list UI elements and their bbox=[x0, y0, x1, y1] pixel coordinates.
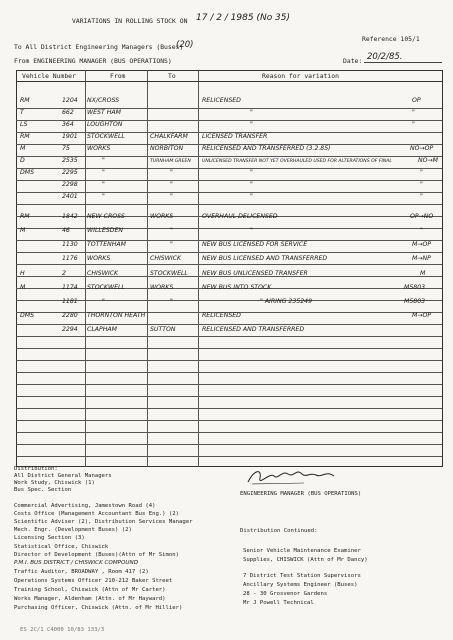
row-note: " bbox=[412, 109, 415, 116]
row-class: H bbox=[20, 270, 25, 277]
rule-line bbox=[16, 372, 442, 373]
rule-line bbox=[16, 336, 442, 337]
column-header-from: From bbox=[110, 72, 126, 80]
row-note: " bbox=[420, 193, 423, 200]
rule-line bbox=[16, 264, 442, 265]
distribution-continued-line: Supplies, CHISWICK (Attn of Mr Dancy) bbox=[243, 557, 368, 563]
signature-scribble bbox=[244, 466, 338, 488]
distribution-line: Scientific Adviser (2), Distribution Services Manager bbox=[14, 519, 193, 525]
distribution-line: Operations Systems Officer 210-212 Baker Street bbox=[14, 578, 173, 584]
row-note: M bbox=[420, 270, 426, 277]
rule-line bbox=[16, 324, 442, 325]
distribution-continued-line: Ancillary Systems Engineer (Buses) bbox=[243, 582, 358, 588]
row-reason: RELICENSED AND TRANSFERRED bbox=[202, 326, 305, 333]
row-to: CHISWICK bbox=[150, 255, 182, 262]
date-label: Date: bbox=[343, 57, 363, 65]
row-to: " bbox=[170, 181, 173, 188]
row-from: THORNTON HEATH bbox=[87, 312, 146, 319]
row-from: WEST HAM bbox=[87, 109, 121, 116]
row-from: " bbox=[102, 181, 105, 188]
row-reason: " bbox=[250, 227, 253, 234]
row-vehicle-number: 2280 bbox=[62, 312, 78, 319]
row-class: LS bbox=[20, 121, 28, 128]
date-value: 20/2/85. bbox=[367, 52, 403, 62]
rule-line bbox=[16, 408, 442, 409]
row-note: NO→OP bbox=[410, 145, 434, 152]
column-header-vehicle: Vehicle Number bbox=[22, 72, 76, 80]
row-vehicle-number: 1174 bbox=[62, 284, 78, 291]
rule-line bbox=[16, 108, 442, 109]
rule-line bbox=[16, 228, 442, 229]
row-vehicle-number: 2295 bbox=[62, 169, 78, 176]
distribution-line: Works Manager, Aldenham (Attn. of Mr Hayward) bbox=[14, 596, 166, 602]
row-reason: NEW BUS LICENSED FOR SERVICE bbox=[202, 241, 308, 248]
row-note: M5803 bbox=[404, 284, 426, 291]
row-vehicle-number: 662 bbox=[62, 109, 74, 116]
row-vehicle-number: 364 bbox=[62, 121, 74, 128]
row-class: M bbox=[20, 284, 26, 291]
row-from: WORKS bbox=[87, 255, 111, 262]
row-note: " bbox=[420, 169, 423, 176]
row-class: M bbox=[20, 227, 26, 234]
rule-line bbox=[16, 444, 442, 445]
row-from: CHISWICK bbox=[87, 270, 119, 277]
row-reason: LICENSED TRANSFER bbox=[202, 133, 268, 140]
row-note: OP bbox=[412, 97, 421, 104]
row-note: NO→M bbox=[418, 157, 439, 164]
row-to: STOCKWELL bbox=[150, 270, 188, 277]
row-note: " bbox=[420, 181, 423, 188]
row-reason: RELICENSED bbox=[202, 97, 241, 104]
row-note: " bbox=[420, 227, 423, 234]
row-to: WORKS bbox=[150, 213, 174, 220]
row-reason: " bbox=[250, 121, 253, 128]
distribution-line: Licensing Section (3) bbox=[14, 535, 85, 541]
row-class: T bbox=[20, 109, 24, 116]
row-reason: NEW BUS UNLICENSED TRANSFER bbox=[202, 270, 308, 277]
distribution-line: Bus Spec. Section bbox=[14, 487, 72, 493]
row-reason: " bbox=[250, 169, 253, 176]
row-note: M→OP bbox=[412, 241, 432, 248]
row-note: M5803 bbox=[404, 298, 426, 305]
row-reason: NEW BUS INTO STOCK bbox=[202, 284, 272, 291]
form-code: ES 2C/1 C4000 10/83 133/3 bbox=[20, 627, 105, 633]
rule-line bbox=[16, 192, 442, 193]
row-vehicle-number: 1204 bbox=[62, 97, 78, 104]
row-note: " bbox=[412, 121, 415, 128]
row-from: NX/CROSS bbox=[87, 97, 120, 104]
row-to: " bbox=[170, 169, 173, 176]
row-from: STOCKWELL bbox=[87, 133, 125, 140]
row-vehicle-number: 1176 bbox=[62, 255, 78, 262]
row-vehicle-number: 1181 bbox=[62, 298, 78, 305]
signatory-title: ENGINEERING MANAGER (BUS OPERATIONS) bbox=[240, 491, 362, 497]
form-date-handwritten: 17 / 2 / 1985 (No 35) bbox=[196, 13, 291, 23]
rule-line bbox=[16, 348, 442, 349]
addressee-count: (20) bbox=[176, 40, 194, 50]
distribution-continued-line: Mr J Powell Technical bbox=[243, 600, 314, 606]
distribution-line-handwritten: P.M.I. BUS DISTRICT / CHISWICK COMPOUND bbox=[14, 560, 139, 566]
distribution-line: Traffic Auditor, BROADWAY , Room 417 (2) bbox=[14, 569, 149, 575]
rule-line bbox=[16, 300, 442, 301]
header-rule bbox=[16, 81, 442, 82]
distribution-continued-heading: Distribution Continued: bbox=[240, 528, 318, 534]
rule-line bbox=[16, 396, 442, 397]
distribution-line: Costs Office (Management Accountant Bus Eng.) (2) bbox=[14, 511, 180, 517]
distribution-line: Commercial Advertising, Jamestown Road (4) bbox=[14, 503, 156, 509]
row-from: WORKS bbox=[87, 145, 111, 152]
row-from: " bbox=[102, 157, 105, 164]
row-reason: " bbox=[250, 109, 253, 116]
row-to: SUTTON bbox=[150, 326, 176, 333]
row-from: STOCKWELL bbox=[87, 284, 125, 291]
row-to: " bbox=[170, 298, 173, 305]
row-from: " bbox=[102, 193, 105, 200]
row-class: RM bbox=[20, 97, 30, 104]
row-note: M→OP bbox=[412, 312, 432, 319]
row-vehicle-number: 1842 bbox=[62, 213, 78, 220]
distribution-line: Work Study, Chiswick (1) bbox=[14, 480, 95, 486]
distribution-line: Purchasing Officer, Chiswick (Attn. of Mr Hillier) bbox=[14, 605, 183, 611]
row-vehicle-number: 1901 bbox=[62, 133, 78, 140]
row-vehicle-number: 1130 bbox=[62, 241, 78, 248]
distribution-continued-line: Senior Vehicle Maintenance Examiner bbox=[243, 548, 361, 554]
row-vehicle-number: 46 bbox=[62, 227, 70, 234]
rule-line bbox=[16, 384, 442, 385]
row-to: TURNHAM GREEN bbox=[150, 159, 191, 164]
distribution-line: Mech. Engr. (Development Buses) (2) bbox=[14, 527, 132, 533]
rule-line bbox=[16, 168, 442, 169]
column-header-to: To bbox=[168, 72, 176, 80]
row-from: CLAPHAM bbox=[87, 326, 117, 333]
rule-line bbox=[16, 360, 442, 361]
row-reason: " bbox=[250, 181, 253, 188]
date-underline bbox=[364, 62, 442, 63]
row-vehicle-number: 75 bbox=[62, 145, 70, 152]
reference-number: Reference 105/1 bbox=[362, 35, 420, 43]
row-from: NEW CROSS bbox=[87, 213, 125, 220]
row-reason: " AIRING 235249 bbox=[260, 298, 313, 305]
row-vehicle-number: 2401 bbox=[62, 193, 78, 200]
row-vehicle-number: 2298 bbox=[62, 181, 78, 188]
row-class: DMS bbox=[20, 312, 35, 319]
row-to: NORBITON bbox=[150, 145, 184, 152]
rule-line bbox=[16, 180, 442, 181]
row-class: RM bbox=[20, 213, 30, 220]
rule-line bbox=[16, 120, 442, 121]
distribution-line: Director of Development (Buses)(Attn of Mr Simon) bbox=[14, 552, 180, 558]
addressee-line: To All District Engineering Managers (Buses) bbox=[14, 43, 184, 51]
row-class: RM bbox=[20, 133, 30, 140]
row-class: DMS bbox=[20, 169, 35, 176]
row-from: WILLESDEN bbox=[87, 227, 123, 234]
row-reason: NEW BUS LICENSED AND TRANSFERRED bbox=[202, 255, 328, 262]
row-to: " bbox=[170, 241, 173, 248]
distribution-heading: Distribution: bbox=[14, 466, 58, 472]
rule-line bbox=[16, 156, 442, 157]
row-vehicle-number: 2 bbox=[62, 270, 66, 277]
distribution-line: Training School, Chiswick (Attn of Mr Carter) bbox=[14, 587, 166, 593]
rule-line bbox=[16, 420, 442, 421]
row-class: M bbox=[20, 145, 26, 152]
distribution-line: Statistical Office, Chiswick bbox=[14, 544, 109, 550]
row-class: D bbox=[20, 157, 25, 164]
row-note: OP→NO bbox=[410, 213, 434, 220]
row-to: " bbox=[170, 193, 173, 200]
row-to: CHALKFARM bbox=[150, 133, 188, 140]
row-from: LOUGHTON bbox=[87, 121, 123, 128]
row-note: M→NP bbox=[412, 255, 431, 262]
row-reason: RELICENSED bbox=[202, 312, 241, 319]
rule-line bbox=[16, 204, 442, 205]
rule-line bbox=[16, 432, 442, 433]
row-to: " bbox=[170, 227, 173, 234]
row-reason: RELICENSED AND TRANSFERRED (3.2.85) bbox=[202, 145, 331, 152]
row-from: " bbox=[102, 169, 105, 176]
row-reason: OVERHAUL DELICENSED bbox=[202, 213, 278, 220]
sender-line: From ENGINEERING MANAGER (BUS OPERATIONS) bbox=[14, 57, 172, 65]
row-vehicle-number: 2535 bbox=[62, 157, 78, 164]
row-to: WORKS bbox=[150, 284, 174, 291]
row-from: " bbox=[102, 298, 105, 305]
distribution-line: All District General Managers bbox=[14, 473, 112, 479]
column-header-reason: Reason for variation bbox=[262, 72, 339, 80]
row-reason: UNLICENSED TRANSFER NOT YET OVERHAULED USED FOR ALTERATIONS OF FINAL bbox=[202, 159, 392, 164]
rule-line bbox=[16, 456, 442, 457]
rule-line bbox=[16, 252, 442, 253]
row-from: TOTTENHAM bbox=[87, 241, 126, 248]
row-vehicle-number: 2294 bbox=[62, 326, 78, 333]
distribution-continued-line: 7 District Test Station Supervisors bbox=[243, 573, 361, 579]
row-reason: " bbox=[250, 193, 253, 200]
distribution-continued-line: 28 - 30 Grosvenor Gardens bbox=[243, 591, 328, 597]
form-title: VARIATIONS IN ROLLING STOCK ON bbox=[72, 17, 188, 25]
